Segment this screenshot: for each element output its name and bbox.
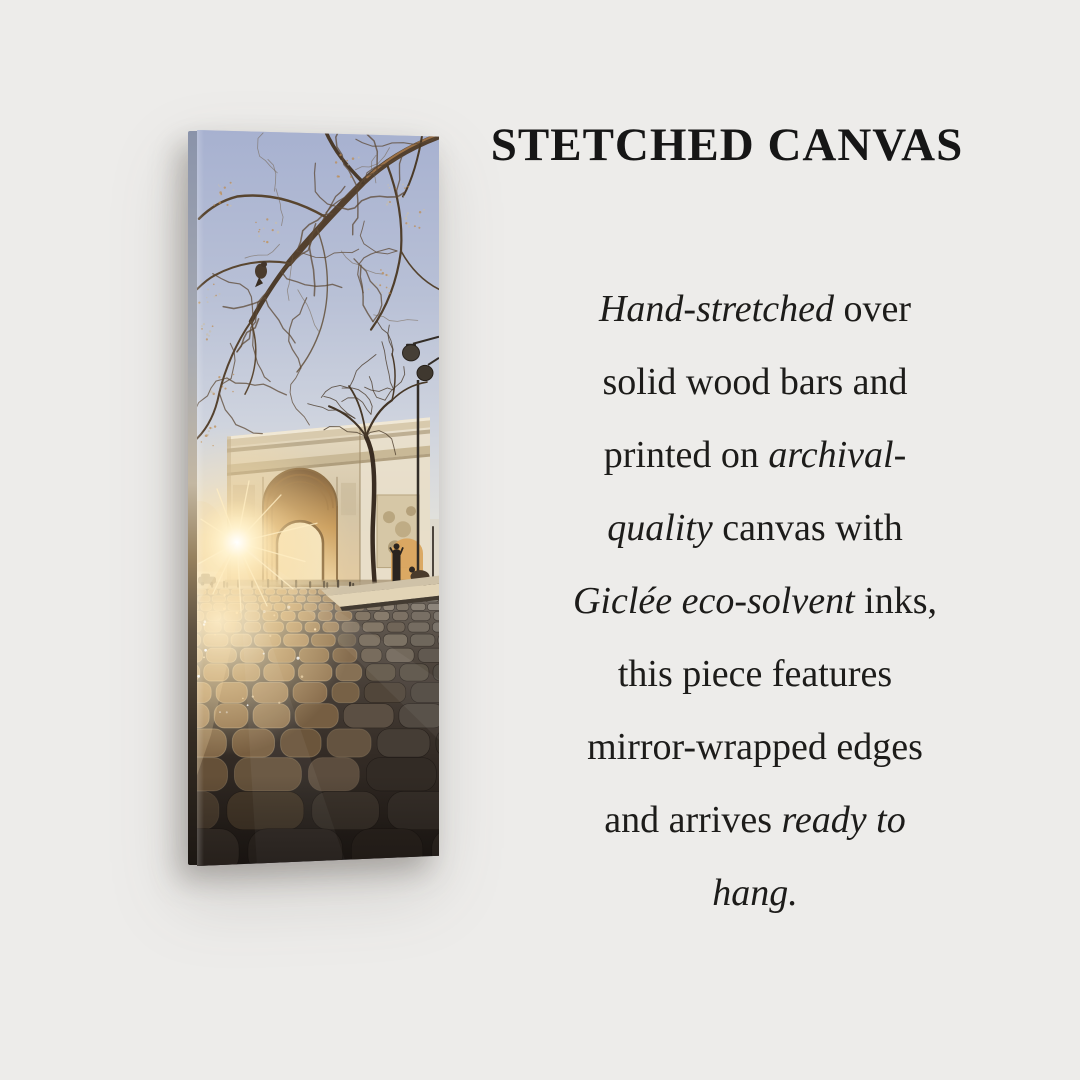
description-line: Hand-stretched over [598,288,911,330]
description-line: this piece features [617,653,893,695]
bottom-vignette [197,775,439,866]
canvas-side-edge [188,131,197,865]
arc-de-triomphe-photo [197,130,439,866]
canvas-print-mockup [188,130,439,866]
description-line: quality canvas with [607,507,903,549]
description-line: printed on archival- [603,434,907,476]
description-line: solid wood bars and [602,361,908,403]
description-line: and arrives ready to [604,799,906,841]
canvas-front-face [197,130,439,866]
wrap-fold-highlight [197,130,204,866]
description-line: mirror-wrapped edges [587,726,923,768]
headline: STETCHED CANVAS [490,119,964,171]
description-line: Giclée eco-solvent inks, [572,580,938,622]
description-line: hang. [712,872,798,914]
description [455,273,1055,930]
